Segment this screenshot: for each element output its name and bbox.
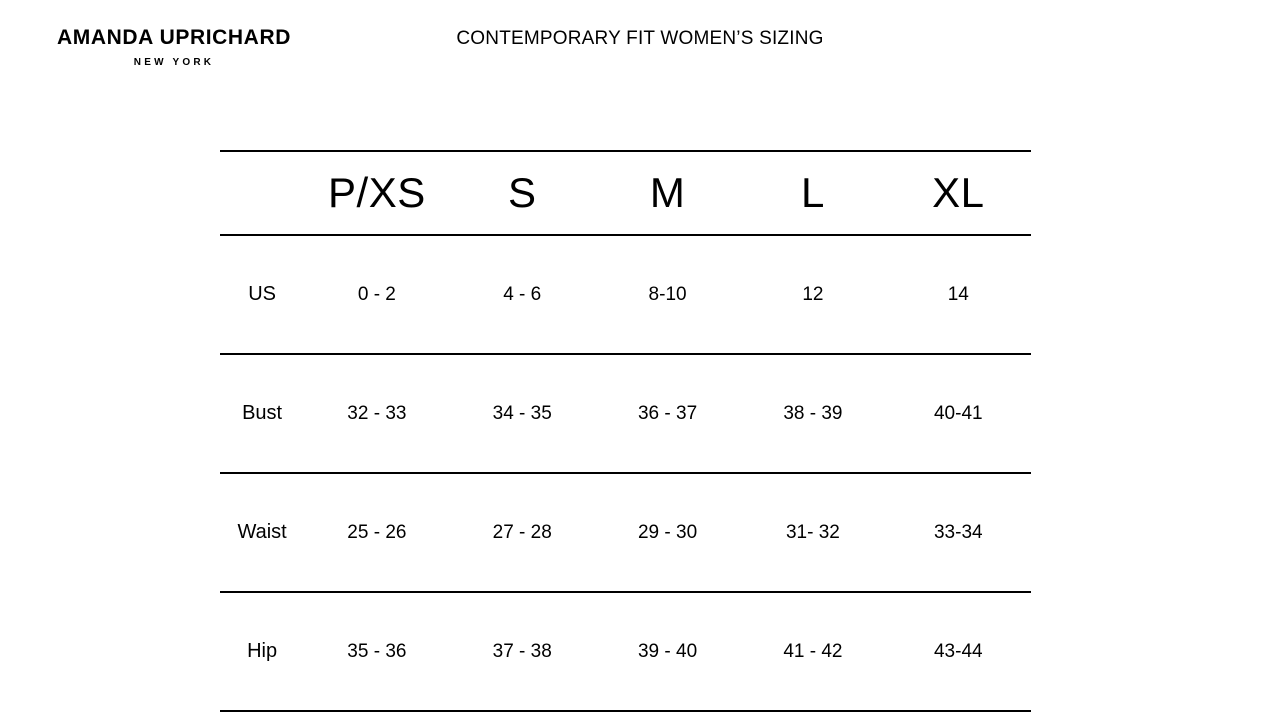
table-row [220,473,1031,592]
column-header-l: L [740,151,885,235]
cell-us-s: 4 - 6 [503,283,542,305]
cell-us-l: 12 [802,283,824,305]
cell-hip-l: 41 - 42 [740,592,885,711]
cell-us-pxs: 0 - 2 [357,283,396,305]
cell-waist-m: 29 - 30 [595,473,740,592]
cell-us-m: 8-10 [648,283,687,305]
column-header-pxs: P/XS [304,151,449,235]
cell-hip-m: 39 - 40 [595,592,740,711]
table-row [220,592,1031,711]
row-label-bust: Bust [220,354,304,473]
column-header-m: M [595,151,740,235]
brand-name: AMANDA UPRICHARD [57,26,291,49]
cell-bust-xl: 40-41 [886,354,1031,473]
table-header-row [220,151,1031,235]
cell-bust-m: 36 - 37 [595,354,740,473]
cell-hip-pxs: 35 - 36 [304,592,449,711]
row-label-us: US [248,283,276,305]
cell-waist-l: 31- 32 [740,473,885,592]
cell-bust-pxs: 32 - 33 [304,354,449,473]
cell-bust-s: 34 - 35 [450,354,595,473]
cell-us-xl: 14 [947,283,969,305]
row-label-waist: Waist [220,473,304,592]
column-header-s: S [450,151,595,235]
cell-waist-s: 27 - 28 [450,473,595,592]
cell-waist-pxs: 25 - 26 [304,473,449,592]
cell-hip-s: 37 - 38 [450,592,595,711]
table-corner-label [220,151,304,235]
table-bottom-rule [220,711,1031,712]
cell-bust-l: 38 - 39 [740,354,885,473]
table-row [220,354,1031,473]
cell-hip-xl: 43-44 [886,592,1031,711]
cell-waist-xl: 33-34 [886,473,1031,592]
brand-location: NEW YORK [133,57,215,69]
row-label-hip: Hip [220,592,304,711]
column-header-xl: XL [886,151,1031,235]
page-title: CONTEMPORARY FIT WOMEN’S SIZING [456,28,824,49]
sizing-table [220,150,1031,712]
table-row [220,235,1031,354]
